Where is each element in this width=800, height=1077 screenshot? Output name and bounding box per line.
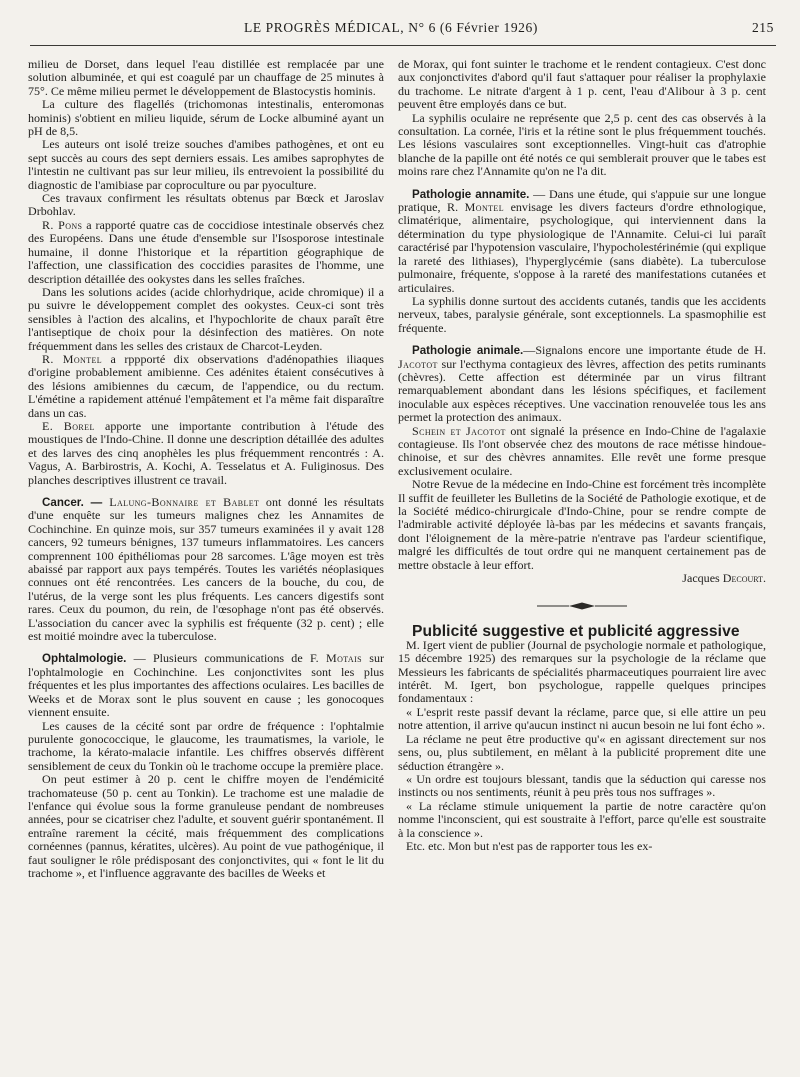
paragraph: de Morax, qui font suinter le trachome et le rendent contagieux. C'est donc aux conjonctivites d'abord qu'il faut s'attaquer pour réaliser la prophylaxie du trachome. Le nitrate d'argent à 1 p. cent, l'eau d'Alibour à 3 p. cent peuvent être employés dans ce but. <box>398 57 766 112</box>
paragraph: Etc. etc. Mon but n'est pas de rapporter tous les ex- <box>406 838 653 853</box>
section-pathologie-animale <box>398 344 766 424</box>
author-name: Jacotot <box>398 356 438 371</box>
section-pathologie-annamite <box>398 188 766 295</box>
author-name: R. Pons <box>42 217 83 232</box>
paragraph: La syphilis oculaire ne représente que 2,5 p. cent des cas observés à la consultation. La cornée, l'iris et la rétine sont le plus fréquemment touchés. Les lésions vasculaires sont exceptionnelles. Vingt-huit cas d'atrophie blanche de la papille ont été notés ce qui semblerait prouver que le tabes est moins rare chez l'Annamite qu'on ne l'a dit. <box>398 110 766 179</box>
paragraph: La réclame ne peut être productive qu'« en agissant directement sur nos sens, ou, plus subtilement, en mêlant à la publicité proprement dite une séduction étrangère ». <box>398 731 766 773</box>
paragraph: Ces travaux confirment les résultats obtenus par Bœck et Jaroslav Drbohlav. <box>28 191 384 219</box>
author-name: Motais <box>325 651 362 666</box>
paragraph <box>28 420 384 487</box>
paragraph-text: ont donné les résultats d'une enquête sur les tumeurs malignes chez les Annamites de Cochinchine. En quinze mois, sur 357 tumeurs examinées il y avait 128 cancers, 92 tumeurs bénignes, 137 tumeurs inflammatoires. Les cancers comprennent 100 épithéliomas pour 28 sarcomes. L'âge moyen est très abaissé par rapport aux pays tempérés. Toutes les variétés néoplasiques connues ont été rencontrées. Les cancers de la bouche, du cou, de l'utérus, de la verge sont les plus fréquents. Les cancers digestifs sont rares. Ceux du poumon, du rein, de l'œsophage n'ont pas été observés. L'association du cancer avec la syphilis est fréquente (32 p. cent) ; elle est moitié moindre avec la tuberculose. <box>28 495 384 644</box>
author-name: Schein et Jacotot <box>412 423 506 438</box>
section-heading: Ophtalmologie. <box>42 652 127 666</box>
paragraph-text: — Dans une étude, qui s'appuie sur une longue pratique, R. <box>398 186 766 215</box>
paragraph-text: a rapporté quatre cas de coccidiose intestinale observés chez des Européens. Dans une étude d'ensemble sur l'Isosporose intestinale humaine, il donne l'historique et la répartition géographique de l'affection, une classification des coccidies parasites de l'homme, une description détaillée des ookystes dans les selles fraîches. <box>28 217 384 286</box>
quote-paragraph: « La réclame stimule uniquement la partie de notre caractère qu'on nomme l'inconscient, qui est soustraite à l'effort, parce qu'elle est soustraite à la conscience ». <box>398 798 766 840</box>
signature-last-name: Decourt. <box>722 571 766 586</box>
quote-paragraph: « Un ordre est toujours blessant, tandis que la séduction qui caresse nos instincts ou nos sentiments, réunit à peu près tous nos suffrages ». <box>398 771 766 800</box>
page-number: 215 <box>751 20 774 35</box>
author-name: Lalung-Bonnaire et Bablet <box>102 495 260 509</box>
section-ophtalmologie <box>28 652 384 719</box>
quote-paragraph: « L'esprit reste passif devant la réclame, parce que, si elle attire un peu notre attention, il arrive qu'aucun instinct ni aucun besoin ne lui font écho ». <box>398 704 766 733</box>
left-column <box>28 58 384 880</box>
paragraph-text: a rppporté dix observations d'adénopathies iliaques d'origine probablement amibienne. Ces adénites étaient consécutives à des lésions amibiennes du cæcum, de l'appendice, ou du rectum. L'émétine a rapidement atténué l'empâtement et l'a même fait disparaître dans un cas. <box>28 351 384 420</box>
ornament-icon <box>537 601 627 611</box>
journal-title: LE PROGRÈS MÉDICAL, N° 6 (6 Février 1926) <box>244 20 538 35</box>
section-cancer <box>28 496 384 643</box>
paragraph-text: —Signalons encore une importante étude de H. <box>523 343 766 358</box>
paragraph <box>28 219 384 286</box>
author-name: Montel <box>464 200 504 215</box>
divider-ornament <box>398 601 766 611</box>
section-heading: Pathologie annamite. <box>412 187 530 201</box>
section-heading: Pathologie animale. <box>412 344 524 358</box>
paragraph: Les causes de la cécité sont par ordre de fréquence : l'ophtalmie purulente gonococcique, le glaucome, les traumatismes, la variole, le trachome, la kérato-malacie infantile. Les chiffres observés diffèrent sensiblement de ceux du Tonkin où le trachome occupe la première place. <box>28 718 384 773</box>
header-rule <box>30 45 776 46</box>
paragraph-text: — Plusieurs communications de F. <box>126 651 326 666</box>
signature-first-name: Jacques <box>682 571 723 586</box>
right-column <box>398 58 766 853</box>
paragraph: milieu de Dorset, dans lequel l'eau distillée est remplacée par une solution albuminée, et qui est coagulé par un chauffage de 25 minutes à 75°. Ce même milieu permet le développement de Blastocystis hominis. <box>28 57 384 98</box>
paragraph-text: apporte une importante contribution à l'étude des moustiques de l'Indo-Chine. Il donne une description détaillée des adultes et des larves des cinq anophèles les plus fréquemment rencontrés : A. Vagus, A. Barbirostris, A. Kochi, A. Tesselatus et A. Fuliginosus. Des planches descriptives illustrent ce travail. <box>28 418 384 487</box>
paragraph-text: sur l'ophtalmologie en Cochinchine. Les conjonctivites sont les plus fréquentes et les plus importantes des affections oculaires. Les bacilles de Weeks et de Morax sont le plus souvent en cause ; les gonocoques viennent ensuite. <box>28 651 384 720</box>
author-name: R. Montel <box>42 351 103 366</box>
article-title: Publicité suggestive et publicité aggressive <box>412 623 740 641</box>
author-name: E. Borel <box>42 418 95 433</box>
paragraph: Les auteurs ont isolé treize souches d'amibes pathogènes, et ont eu sept succès au cours des sept derniers essais. Les amibes saprophytes de l'intestin ne cultivant pas sur leur milieu, ils entrevoient la possibilité du diagnostic de l'amibiase par coproculture ou par pyoculture. <box>28 137 384 192</box>
paragraph: On peut estimer à 20 p. cent le chiffre moyen de l'endémicité trachomateuse (50 p. cent au Tonkin). Le trachome est une maladie de l'enfance qui évolue sous la forme granuleuse pendant de nombreuses années, pour se cicatriser chez l'adulte, et souvent guérir spontanément. Il entraîne rarement la cécité, mais fréquemment des complications cornéennes (pannus, kératites, ulcères). Au point de vue pathogénique, il faut souligner le rôle prédisposant des conjonctivites, qui « font le lit du trachome », et l'influence aggravante des bacilles de Weeks et <box>28 772 384 880</box>
signature <box>398 572 766 585</box>
paragraph: Dans les solutions acides (acide chlorhydrique, acide chromique) il a pu suivre le développement complet des ookystes. Ceux-ci sont très sensibles à l'action des alcalins, et l'hypochlorite de chaux paraît être l'antiseptique de choix pour la désinfection des matières. On note fréquemment dans les selles des cristaux de Charcot-Leyden. <box>28 284 384 353</box>
section-heading: Cancer. — <box>42 496 103 509</box>
paragraph <box>398 425 766 479</box>
paragraph: Notre Revue de la médecine en Indo-Chine est forcément très incomplète Il suffit de feuilleter les Bulletins de la Société de Pathologie exotique, et de la Société médico-chirurgicale d'Indo-Chine, pour se rendre compte de l'admirable activité déployée là-bas par les médecins et savants français, dont l'éloignement de la mère-patrie n'entrave pas l'ardeur scientifique, malgré les difficultés de tout ordre qui ne manquent certainement pas de mettre obstacle à leur effort. <box>398 477 766 572</box>
paragraph-text: envisage les divers facteurs d'ordre ethnologique, climatérique, alimentaire, psychologique, qui interviennent dans la détermination du type physiologique de l'Annamite. Celui-ci lui paraît caractérisé par l'hypotension vasculaire, l'hypocholestérinémie (qui explique la rareté des lithiases), l'hyperglycémie (sans diabète). La tuberculose pulmonaire, fréquente, s'oppose à la rareté des manifestations cutanées et articulaires. <box>398 200 767 295</box>
paragraph-text: ont signalé la présence en Indo-Chine de l'agalaxie contagieuse. Ils l'ont observée chez des moutons de race métisse hindoue-chinoise, et sur des chèvres annamites. Elle revêt une forme presque exclusivement oculaire. <box>398 423 766 478</box>
paragraph <box>28 353 384 420</box>
running-header <box>30 20 774 42</box>
paragraph: M. Igert vient de publier (Journal de psychologie normale et pathologique, 15 décembre 1925) des remarques sur la psychologie de la réclame que Messieurs les fabricants de spécialités pharmaceutiques pourraient lire avec intérêt. M. Igert, bon psychologue, rappelle quelques principes fondamentaux : <box>398 637 766 706</box>
paragraph: La syphilis donne surtout des accidents cutanés, tandis que les accidents nerveux, tabes, paralysie générale, sont exceptionnels. La spasmophilie est fréquente. <box>398 293 766 335</box>
paragraph-text: sur l'ecthyma contagieux des lèvres, affection des petits ruminants (chèvres). Cette affection est déterminée par un virus filtrant remarquablement abondant dans les lésions spécifiques, et facilement inoculable aux espèces réceptives. Une vaccination renouvelée tous les ans permet la protection des animaux. <box>398 356 766 425</box>
paragraph: La culture des flagellés (trichomonas intestinalis, enteromonas hominis) s'obtient en milieu liquide, sérum de Locke albuminé ayant un pH de 8,5. <box>28 97 384 139</box>
